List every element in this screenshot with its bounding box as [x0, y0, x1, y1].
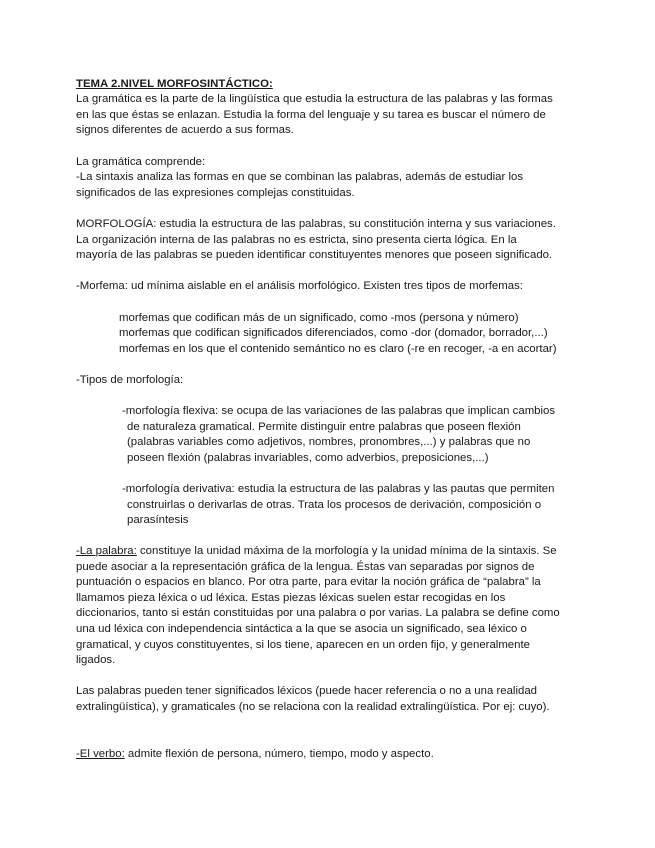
intro-line: La gramática es la parte de la lingüística que estudia la estructura de las palabras y las formas: [76, 93, 553, 105]
significados-line: Las palabras pueden tener significados léxicos (puede hacer referencia o no a una realidad: [76, 685, 537, 697]
palabra-line: puntuación o espacios en blanco. Por otra parte, para evitar la noción gráfica de “palabra” la: [76, 576, 541, 588]
morfema-type: morfemas que codifican significados diferenciados, como -dor (domador, borrador,...): [119, 327, 548, 339]
page-title: TEMA 2.NIVEL MORFOSINTÁCTICO:: [76, 78, 273, 90]
comprende-line: significados de las expresiones complejas constituidas.: [76, 187, 355, 199]
verbo-label: -El verbo:: [76, 748, 125, 760]
intro-line: signos diferentes de acuerdo a sus formas.: [76, 124, 294, 136]
palabra-text: constituye la unidad máxima de la morfología y la unidad mínima de la sintaxis. Se: [136, 545, 557, 557]
palabra-line: una ud léxica con independencia sintáctica a la que se asocia un significado, sea léxico o: [76, 623, 527, 635]
palabra-line: llamamos pieza léxica o ud léxica. Estas piezas léxicas suelen estar recogidas en los: [76, 592, 506, 604]
derivativa-line: -morfología derivativa: estudia la estructura de las palabras y las pautas que permiten: [122, 483, 555, 495]
significados-line: extralingüística), y gramaticales (no se relaciona con la realidad extralingüística. Por ej: cuyo).: [76, 701, 550, 713]
palabra-line: ligados.: [76, 654, 116, 666]
morfema-intro: -Morfema: ud mínima aislable en el análisis morfológico. Existen tres tipos de morfemas:: [76, 280, 523, 292]
derivativa-line: construirlas o derivarlas de otras. Trata los procesos de derivación, composición o: [127, 499, 542, 511]
flexiva-line: -morfología flexiva: se ocupa de las variaciones de las palabras que implican cambios: [122, 405, 556, 417]
palabra-first-line: [76, 544, 557, 560]
verbo-text: admite flexión de persona, número, tiempo, modo y aspecto.: [124, 748, 434, 760]
palabra-line: puede asociar a la representación gráfica de la lengua. Éstas van separadas por signos de: [76, 561, 535, 573]
comprende-heading: La gramática comprende:: [76, 156, 206, 168]
intro-line: en las que éstas se enlazan. Estudia la forma del lenguaje y su tarea es buscar el número de: [76, 109, 546, 121]
palabra-label: -La palabra:: [76, 545, 137, 557]
palabra-line: gramatical, y cuyos constituyentes, si los tiene, aparecen en un orden fijo, y generalmente: [76, 639, 530, 651]
comprende-line: -La sintaxis analiza las formas en que se combinan las palabras, además de estudiar los: [76, 171, 524, 183]
palabra-line: diccionarios, tanto si están constituidas por una palabra o por varias. La palabra se define como: [76, 607, 560, 619]
flexiva-line: de naturaleza gramatical. Permite distinguir entre palabras que poseen flexión: [127, 421, 521, 433]
verbo-line: [76, 747, 434, 763]
flexiva-line: (palabras variables como adjetivos, nombres, pronombres,...) y palabras que no: [127, 436, 531, 448]
morfologia-line: MORFOLOGÍA: estudia la estructura de las palabras, su constitución interna y sus variaciones.: [76, 218, 556, 230]
morfema-type: morfemas que codifican más de un significado, como -mos (persona y número): [119, 312, 519, 324]
morfologia-line: La organización interna de las palabras no es estricta, sino presenta cierta lógica. En la: [76, 234, 517, 246]
derivativa-line: parasíntesis: [127, 514, 189, 526]
tipos-heading: -Tipos de morfología:: [76, 374, 184, 386]
flexiva-line: poseen flexión (palabras invariables, como adverbios, preposiciones,...): [127, 452, 489, 464]
morfologia-line: mayoría de las palabras se pueden identificar constituyentes menores que poseen significado.: [76, 249, 553, 261]
morfema-type: morfemas en los que el contenido semántico no es claro (-re en recoger, -a en acortar): [119, 343, 557, 355]
